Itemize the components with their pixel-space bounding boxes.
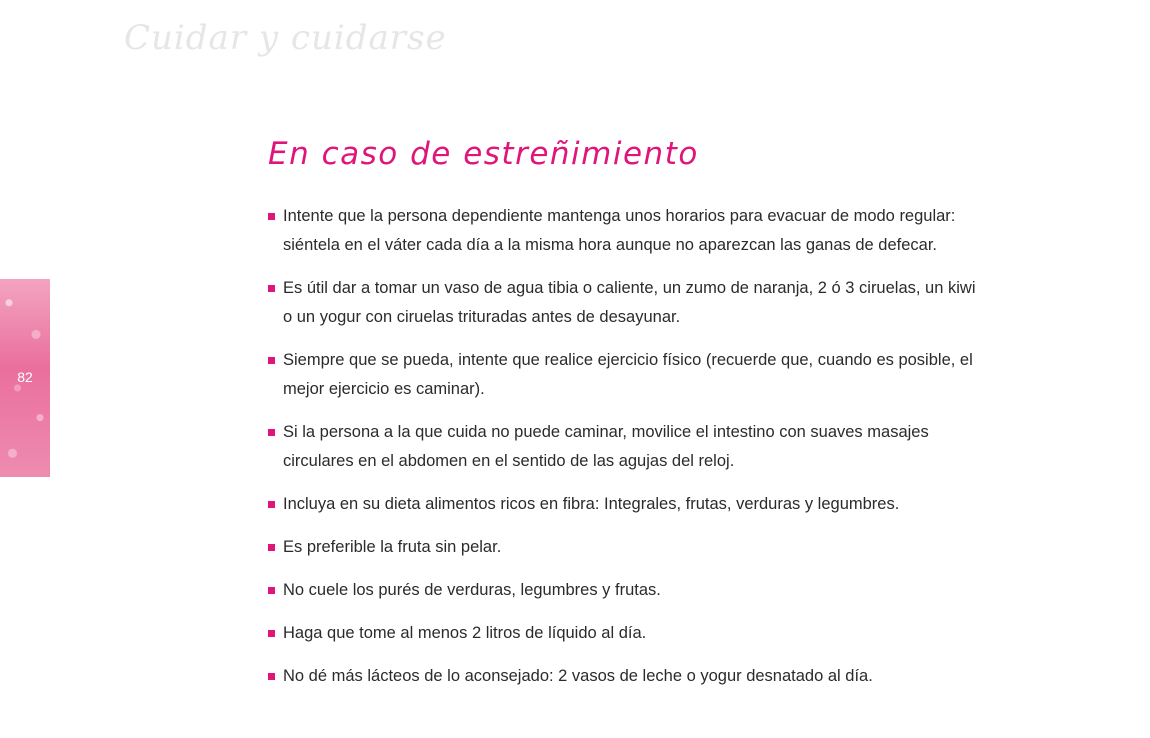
page-number: 82 [17, 369, 33, 385]
list-item-text: Si la persona a la que cuida no puede caminar, movilice el intestino con suaves masajes circulares en el abdomen en el sentido de las agujas del reloj. [283, 423, 929, 470]
bullet-square-icon [268, 673, 275, 680]
bullet-square-icon [268, 357, 275, 364]
bullet-square-icon [268, 285, 275, 292]
bullet-square-icon [268, 213, 275, 220]
bullet-square-icon [268, 501, 275, 508]
list-item-text: Incluya en su dieta alimentos ricos en fibra: Integrales, frutas, verduras y legumbres. [283, 495, 900, 513]
section-title: En caso de estreñimiento [268, 136, 699, 172]
list-item-text: Intente que la persona dependiente mantenga unos horarios para evacuar de modo regular: siéntela en el váter cada día a la misma hora aunque no aparezcan las ganas de defecar. [283, 207, 956, 254]
bullet-list [266, 202, 984, 705]
list-item [266, 274, 984, 332]
list-item [266, 662, 984, 691]
list-item [266, 576, 984, 605]
bullet-square-icon [268, 429, 275, 436]
bullet-square-icon [268, 587, 275, 594]
bullet-square-icon [268, 544, 275, 551]
bullet-square-icon [268, 630, 275, 637]
list-item-text: No cuele los purés de verduras, legumbres y frutas. [283, 581, 661, 599]
list-item-text: Es preferible la fruta sin pelar. [283, 538, 502, 556]
list-item [266, 418, 984, 476]
list-item [266, 202, 984, 260]
list-item [266, 533, 984, 562]
list-item-text: Es útil dar a tomar un vaso de agua tibia o caliente, un zumo de naranja, 2 ó 3 ciruelas, un kiwi o un yogur con ciruelas trituradas antes de desayunar. [283, 279, 976, 326]
list-item-text: No dé más lácteos de lo aconsejado: 2 vasos de leche o yogur desnatado al día. [283, 667, 873, 685]
list-item [266, 346, 984, 404]
list-item [266, 619, 984, 648]
list-item-text: Haga que tome al menos 2 litros de líquido al día. [283, 624, 647, 642]
list-item [266, 490, 984, 519]
running-header: Cuidar y cuidarse [124, 18, 447, 58]
list-item-text: Siempre que se pueda, intente que realice ejercicio físico (recuerde que, cuando es posible, el mejor ejercicio es caminar). [283, 351, 973, 398]
